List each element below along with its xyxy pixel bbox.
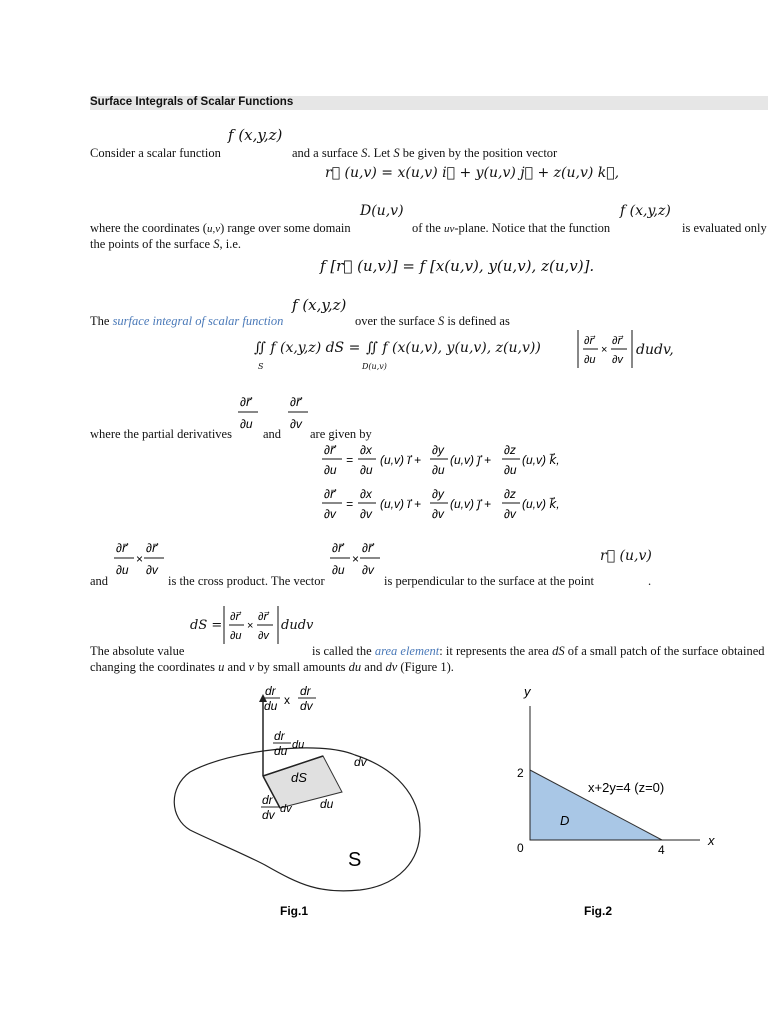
p6-called: is called the <box>312 644 375 658</box>
p2-uv: u,v <box>206 223 221 235</box>
p2-after-uv: ) range over some domain <box>220 221 351 235</box>
p6-lead: The absolute value <box>90 644 185 658</box>
svg-text:∂u: ∂u <box>116 563 129 577</box>
area-element-tail: dudv <box>281 618 314 633</box>
eq1-mid: (u,v) j⃗ + <box>450 453 492 467</box>
integral-lhs: ∬ f (x,y,z) dS = <box>254 340 361 356</box>
figure-1 <box>170 680 440 920</box>
eq1-rhs: (u,v) i⃗ + <box>380 453 422 467</box>
svg-text:∂r⃗: ∂r⃗ <box>240 395 251 409</box>
svg-text:∂u: ∂u <box>360 463 373 477</box>
p2-s: S <box>213 237 220 251</box>
p1-mid-c: be given by the position vector <box>399 146 558 160</box>
integral-tail: dudv, <box>636 342 674 358</box>
p6-and1: and <box>224 660 249 674</box>
p6-line2-b: by small amounts <box>254 660 349 674</box>
p6-rest2: of a small patch of the surface obtained <box>564 644 765 658</box>
p6-dv: dv <box>385 660 398 674</box>
fig1-ds: dS <box>291 770 307 785</box>
p6-and2: and <box>361 660 386 674</box>
svg-text:×: × <box>247 620 254 632</box>
svg-text:∂u: ∂u <box>240 417 253 431</box>
p1-lead: Consider a scalar function <box>90 146 221 160</box>
p4-lead: where the partial derivatives <box>90 427 232 441</box>
integral-rhs: ∬ f (x(u,v), y(u,v), z(u,v)) <box>366 340 541 356</box>
svg-text:×: × <box>352 552 360 566</box>
fig1-a-den: du <box>274 744 288 758</box>
p2-of-the: of the <box>412 221 444 235</box>
p2-line2-a: the points of the surface <box>90 237 214 251</box>
p2-plane-text: -plane. Notice that the function <box>454 221 611 235</box>
svg-text:×: × <box>136 552 144 566</box>
y-tick-2: 2 <box>517 766 524 780</box>
cross-product-norm <box>576 328 636 370</box>
domain-formula: D(u,v) <box>360 203 404 219</box>
svg-text:∂v: ∂v <box>504 507 516 521</box>
fig1-surface-s: S <box>348 849 362 871</box>
eq2-mid: (u,v) j⃗ + <box>450 497 492 511</box>
p3-the: The <box>90 314 113 328</box>
f-xyz-formula-2: f (x,y,z) <box>620 203 671 219</box>
svg-text:∂z: ∂z <box>504 487 516 501</box>
p6-v: v <box>248 660 255 674</box>
p2-line2-b: , i.e. <box>219 237 242 251</box>
svg-text:∂v: ∂v <box>360 507 372 521</box>
p5-and: and <box>90 574 109 588</box>
svg-text:∂u: ∂u <box>432 463 445 477</box>
fig1-caption: Fig.1 <box>280 904 309 918</box>
f-xyz-formula-3: f (x,y,z) <box>292 296 347 314</box>
svg-text:∂z: ∂z <box>504 443 516 457</box>
surface-integral-link[interactable]: surface integral of scalar function <box>112 314 284 328</box>
fig1-a-num: dr <box>274 729 285 743</box>
p6-line2-a: changing the coordinates <box>90 660 219 674</box>
p4-tail: are given by <box>310 427 372 441</box>
fig1-dv-label: dv <box>354 755 367 769</box>
fig1-du-label: du <box>320 797 334 811</box>
svg-text:∂r⃗: ∂r⃗ <box>146 541 157 555</box>
page-title: Surface Integrals of Scalar Functions <box>90 96 294 108</box>
svg-text:∂v: ∂v <box>290 417 302 431</box>
p3-line <box>90 314 283 329</box>
cross-product-fraction-1 <box>112 536 172 582</box>
svg-text:∂r⃗: ∂r⃗ <box>290 395 301 409</box>
svg-text:∂r⃗: ∂r⃗ <box>258 611 268 623</box>
partial-derivative-equations <box>320 440 580 530</box>
p2-tail: is evaluated only <box>682 221 767 235</box>
svg-text:∂v: ∂v <box>324 507 336 521</box>
p3-s: S <box>437 314 445 328</box>
eq1-end: (u,v) k⃗, <box>522 453 560 467</box>
svg-text:∂u: ∂u <box>332 563 345 577</box>
p2-lead: where the coordinates ( <box>90 221 207 235</box>
p2-uv-plane: uv <box>443 223 455 235</box>
line-label: x+2y=4 (z=0) <box>588 780 665 795</box>
svg-text:∂y: ∂y <box>432 443 444 457</box>
p1-mid-b: . Let <box>367 146 394 160</box>
p1-s2: S <box>393 146 400 160</box>
p3-over: over the surface <box>355 314 438 328</box>
fig1-top-num: dr <box>265 684 276 698</box>
region-label: D <box>560 813 570 828</box>
p2-line2 <box>90 237 241 252</box>
p1-line-b <box>292 146 557 161</box>
fig2-caption: Fig.2 <box>584 904 613 918</box>
p6-ds: dS <box>552 644 565 658</box>
figure-2 <box>500 680 730 920</box>
svg-text:∂u: ∂u <box>584 354 596 366</box>
composition-equation: f [r⃗ (u,v)] = f [x(u,v), y(u,v), z(u,v)]. <box>320 257 595 275</box>
svg-text:∂u: ∂u <box>230 630 242 642</box>
p1-mid-a: and a surface <box>292 146 362 160</box>
svg-text:∂r⃗: ∂r⃗ <box>612 335 622 347</box>
svg-text:∂r⃗: ∂r⃗ <box>230 611 240 623</box>
svg-text:∂x: ∂x <box>360 487 372 501</box>
svg-text:∂u: ∂u <box>504 463 517 477</box>
p3-line-b <box>355 314 510 329</box>
svg-text:∂r⃗: ∂r⃗ <box>362 541 373 555</box>
p1-line <box>90 146 221 161</box>
svg-text:∂r⃗: ∂r⃗ <box>324 443 335 457</box>
svg-text:∂y: ∂y <box>432 487 444 501</box>
cross-product-fraction-2 <box>328 536 388 582</box>
svg-text:∂r⃗: ∂r⃗ <box>332 541 343 555</box>
svg-text:∂r⃗: ∂r⃗ <box>584 335 594 347</box>
svg-text:=: = <box>346 497 354 511</box>
fig1-top-num2: dr <box>300 684 311 698</box>
p4-and: and <box>263 427 282 441</box>
svg-text:∂u: ∂u <box>324 463 337 477</box>
p6-line2-c: (Figure 1). <box>397 660 454 674</box>
p2-line1 <box>90 221 351 236</box>
fig1-b-num: dr <box>262 793 273 807</box>
fig1-b-mult: dv <box>280 803 292 815</box>
p2-line1-b <box>412 221 610 236</box>
p5-perp: is perpendicular to the surface at the point <box>384 574 594 588</box>
svg-text:∂r⃗: ∂r⃗ <box>116 541 127 555</box>
eq2-end: (u,v) k⃗, <box>522 497 560 511</box>
fig1-top-den2: dv <box>300 699 313 713</box>
svg-text:∂r⃗: ∂r⃗ <box>324 487 335 501</box>
svg-text:=: = <box>346 453 354 467</box>
p3-defined: is defined as <box>444 314 510 328</box>
p6-line2 <box>90 660 454 675</box>
origin-label: 0 <box>517 841 524 855</box>
svg-text:×: × <box>601 344 608 356</box>
integral-lhs-sub: S <box>258 362 264 371</box>
eq2-rhs: (u,v) i⃗ + <box>380 497 422 511</box>
fig1-times: x <box>284 693 290 707</box>
svg-text:∂v: ∂v <box>432 507 444 521</box>
p6-rest: : it represents the area <box>439 644 553 658</box>
p1-s: S <box>361 146 368 160</box>
area-element-link[interactable]: area element <box>374 644 440 658</box>
x-axis-label: x <box>708 833 715 848</box>
fig1-top-den1: du <box>264 699 278 713</box>
integral-rhs-sub: D(u,v) <box>362 362 387 371</box>
svg-text:∂x: ∂x <box>360 443 372 457</box>
p6-du: du <box>348 660 362 674</box>
p6-line1 <box>312 644 765 659</box>
y-axis-label: y <box>524 684 531 699</box>
p5-period: . <box>648 574 652 588</box>
fig1-a-mult: du <box>292 739 305 751</box>
svg-text:∂v: ∂v <box>612 354 623 366</box>
svg-text:∂v: ∂v <box>362 563 374 577</box>
area-element-norm <box>222 604 282 646</box>
r-uv-formula: r⃗ (u,v) <box>600 548 652 564</box>
svg-text:∂v: ∂v <box>258 630 269 642</box>
x-tick-4: 4 <box>658 843 665 857</box>
f-xyz-formula: f (x,y,z) <box>228 126 283 144</box>
svg-text:∂v: ∂v <box>146 563 158 577</box>
fig1-b-den: dv <box>262 808 275 822</box>
p6-u: u <box>218 660 225 674</box>
area-element-lhs: dS = <box>190 618 223 633</box>
position-vector-equation: r⃗ (u,v) = x(u,v) i⃗ + y(u,v) j⃗ + z(u,v) k⃗, <box>325 165 620 181</box>
p5-cross: is the cross product. The vector <box>168 574 325 588</box>
